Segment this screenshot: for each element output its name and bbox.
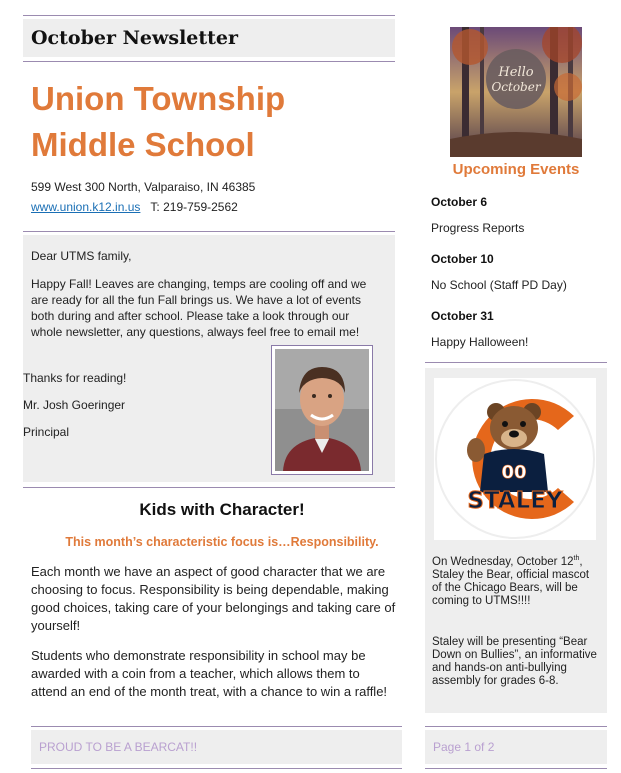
staley-logo	[434, 378, 596, 540]
october-text: October	[491, 80, 541, 94]
letter-body: Happy Fall! Leaves are changing, temps are cooling off and we are ready for all the fun Fall brings us. We have a lot of events both during and after school. Please take a look through our whole newsletter, any questions, always feel free to email me!	[31, 277, 367, 339]
school-name-line2: Middle School	[31, 126, 255, 163]
sidebar-rule	[425, 362, 607, 363]
contact-line	[31, 200, 238, 214]
page-bottom-rule	[425, 768, 607, 769]
newsletter-title: October Newsletter	[31, 27, 239, 49]
top-rule	[23, 15, 395, 16]
character-paragraph-2: Students who demonstrate responsibility in school may be awarded with a coin from a teacher, which allows them to attend an end of the month treat, with a chance to win a raffle!	[31, 648, 388, 699]
website-link[interactable]: www.union.k12.in.us	[31, 200, 141, 214]
page-number: Page 1 of 2	[433, 740, 495, 754]
letter-signer: Mr. Josh Goeringer	[23, 398, 126, 412]
upcoming-events-title: Upcoming Events	[452, 161, 580, 178]
event-name: Progress Reports	[431, 221, 525, 235]
event-date: October 10	[431, 252, 494, 266]
footer-bottom-rule	[31, 768, 402, 769]
letter-top-rule	[23, 231, 395, 232]
school-name-line1: Union Township	[31, 80, 286, 117]
staley-p1-end: , Staley the Bear, official mascot of the Chicago Bears, will be coming to UTMS!!!!	[432, 555, 590, 607]
character-paragraph-1: Each month we have an aspect of good character that we are choosing to focus. Responsibility is being dependable, making good choices, taking care of your belongings and taking care of yourself!	[31, 564, 396, 633]
letter-greeting: Dear UTMS family,	[31, 249, 132, 263]
staley-wordmark: STALEY	[467, 488, 563, 514]
staley-paragraph-2: Staley will be presenting “Bear Down on Bullies”, an informative and hands-on anti-bullying assembly for grades 6-8.	[432, 636, 597, 687]
letter-role: Principal	[23, 425, 70, 439]
letter-bottom-rule	[23, 487, 395, 488]
letter-thanks: Thanks for reading!	[23, 371, 127, 385]
school-name	[31, 76, 391, 168]
jersey-number: 00	[501, 462, 527, 483]
hello-october-image	[450, 27, 582, 157]
newsletter-title-bar	[23, 19, 395, 57]
footer-motto: PROUD TO BE A BEARCAT!!	[39, 740, 198, 754]
character-focus: This month’s characteristic focus is…Responsibility.	[65, 535, 379, 549]
event-name: Happy Halloween!	[431, 335, 529, 349]
hello-text: Hello	[498, 65, 534, 80]
staley-p1-start: On Wednesday, October 12	[432, 555, 574, 568]
principal-photo	[271, 345, 373, 475]
staley-p1-sup: th	[573, 555, 580, 562]
event-date: October 6	[431, 195, 488, 209]
page-number-box	[425, 730, 607, 764]
staley-paragraph-1	[432, 552, 600, 608]
page-top-rule	[425, 726, 607, 727]
phone-number: T: 219-759-2562	[150, 200, 238, 214]
event-name: No School (Staff PD Day)	[431, 278, 567, 292]
school-address: 599 West 300 North, Valparaiso, IN 46385	[31, 180, 256, 194]
footer-top-rule	[31, 726, 402, 727]
event-date: October 31	[431, 309, 494, 323]
footer-motto-box	[31, 730, 402, 764]
character-heading: Kids with Character!	[139, 500, 305, 519]
title-rule	[23, 61, 395, 62]
